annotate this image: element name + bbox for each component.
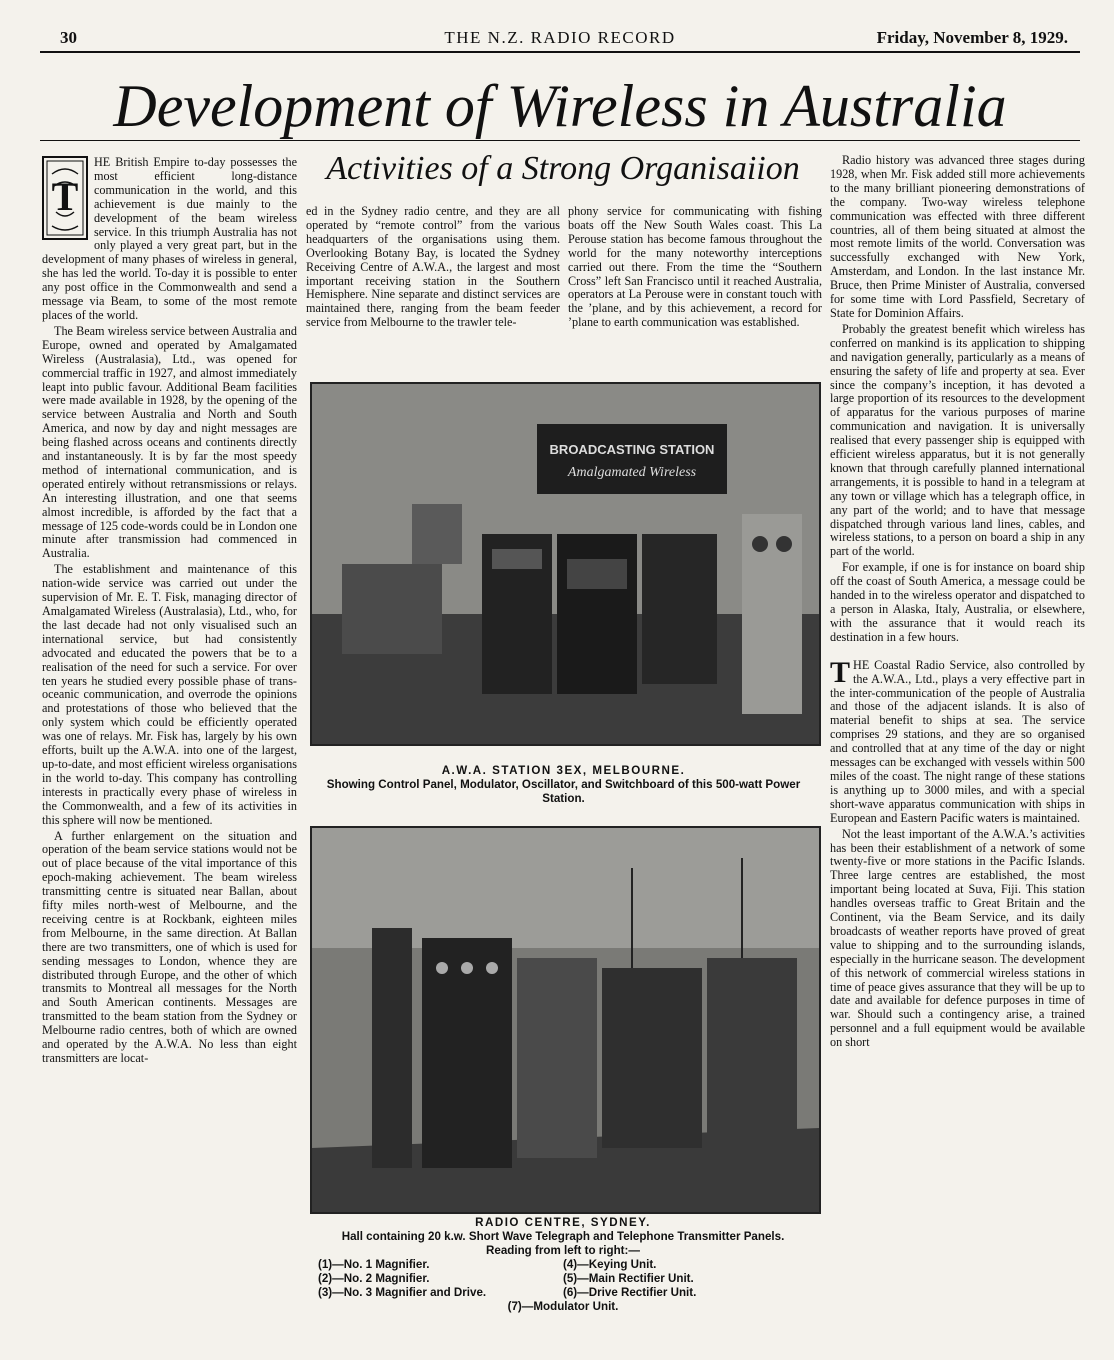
- photo-station-3ex-image: [312, 384, 819, 744]
- caption-items-row: [318, 1286, 808, 1300]
- paragraph: The Beam wireless service between Australia and Europe, owned and operated by Amalgamated Wireless (Australasia), Ltd., was opened for commercial traffic in 1927, and almost immediately leapt into public favour. Additional Beam facilities were made available in 1928, by the opening of the service between Australia and North and South America, and now by day and night messages are being flashed across oceans and continents directly and instantaneously. It is by far the most speedy method of international communication, and is operated entirely without retransmissions or relays. An interesting illustration, and one that seems almost incredible, is afforded by the fact that a message of 125 code-words could be in London one minute after transmission had commenced in Australia.: [42, 323, 297, 561]
- caption-item: (4)—Keying Unit.: [563, 1258, 657, 1271]
- caption-item-last: (7)—Modulator Unit.: [507, 1300, 619, 1313]
- caption-item: (1)—No. 1 Magnifier.: [318, 1258, 430, 1271]
- headline-rule: [40, 140, 1080, 141]
- article-column-2: [306, 205, 560, 330]
- paragraph: Not the least important of the A.W.A.’s activities has been their establishment of a network of some twenty-five or more stations in the Pacific Islands. Three large centres are established, the most important being located at Suva, Fiji. This station handles overseas traffic to Great Britain and the Continent, via the Beam Service, and its daily broadcasts of weather reports have proved of great value to shipping and to the surrounding islands, especially in the hurricane season. The development of this network of commercial wireless stations in time of peace gives assurance that they will be up to date and available for defence purposes in time of war. Should such a contingency arise, a trained personnel and a full equipment would be available on short: [830, 826, 1085, 1050]
- photo-station-3ex: [310, 382, 821, 746]
- caption-text: Hall containing 20 k.w. Short Wave Telegraph and Telephone Transmitter Panels. Reading from left to right:—: [341, 1230, 785, 1257]
- issue-date: Friday, November 8, 1929.: [876, 28, 1068, 47]
- caption-items-row: [318, 1272, 808, 1286]
- caption-item: (2)—No. 2 Magnifier.: [318, 1272, 430, 1285]
- paragraph: For example, if one is for instance on board ship off the coast of South America, a message could be handed in to the wireless operator and dispatched to a person in Alaska, Italy, Australia, or elsewhere, with the assurance that it would reach its destination in a few hours.: [830, 560, 1085, 644]
- paragraph: ed in the Sydney radio centre, and they are all operated by “remote control” from the various headquarters of the organisations using them. Overlooking Botany Bay, is located the Sydney Receiving Centre of A.W.A., the largest and most important receiving station in the Southern Hemisphere. Nine separate and distinct services are maintained there, ranging from the beam feeder service from Melbourne to the trawler tele-: [306, 204, 560, 330]
- publication-title: THE N.Z. RADIO RECORD: [444, 28, 676, 47]
- paragraph: Radio history was advanced three stages during 1928, when Mr. Fisk added still more achievements to the many brilliant pioneering demonstrations of the company. Two-way wireless telephone communication was effected with three different countries, all of them being situated at almost the most remote limits of the world. Conversation was successfully exchanged with New York, Amsterdam, and London. In the last instance Mr. Bruce, then Prime Minister of Australia, conversed for some time with Lord Passfield, Secretary of State for Dominion Affairs.: [830, 153, 1085, 320]
- page-number: 30: [60, 28, 77, 47]
- caption-title: A.W.A. STATION 3EX, MELBOURNE.: [441, 764, 686, 777]
- caption-title: RADIO CENTRE, SYDNEY.: [475, 1216, 651, 1229]
- caption-item: (5)—Main Rectifier Unit.: [563, 1272, 694, 1285]
- caption-text: Showing Control Panel, Modulator, Oscillator, and Switchboard of this 500-watt Power Station.: [326, 778, 801, 805]
- page-header: [40, 28, 1080, 50]
- article-column-3: [568, 205, 822, 330]
- article-column-4: [830, 154, 1085, 1050]
- caption-item: (6)—Drive Rectifier Unit.: [563, 1286, 697, 1299]
- headline: Development of Wireless in Australia: [113, 73, 1007, 139]
- paragraph: The establishment and maintenance of this nation-wide service was carried out under the supervision of Mr. E. T. Fisk, managing director of Amalgamated Wireless (Australasia), Ltd., who, for the last decade had not only visualised such an international service, but had consistently advocated and educated the powers that be to a realisation of the need for such a service. For over ten years he studied every possible phase of trans-oceanic communication, and overrode the opinions and protestations of those who believed that the only system which could be efficiently operated was one of relays. Mr. Fisk has, largely by his own efforts, built up the A.W.A. into one of the largest, up-to-date, and most efficient wireless organisations in the world to-day. This company has controlling interests in practically every phase of wireless in the Commonwealth, and a few of its activities in this sphere will now be mentioned.: [42, 562, 297, 827]
- sign-text-2: Amalgamated Wireless: [567, 465, 697, 480]
- paragraph: phony service for communicating with fishing boats off the New South Wales coast. This La Perouse station has become famous throughout the world for the many noteworthy interceptions carried out there. From the time the “Southern Cross” left San Francisco until it reached Australia, operators at La Perouse were in constant touch with the ’plane, and by this achievement, a record for ’plane to earth communication was established.: [568, 204, 822, 330]
- ornamental-drop-cap: [42, 156, 88, 240]
- drop-cap-letter: T: [51, 174, 79, 219]
- paragraph-coastal: [830, 655, 1085, 826]
- subheadline: Activities of a Strong Organisaiion: [326, 150, 800, 187]
- paragraph: A further enlargement on the situation and operation of the beam service stations would not be out of place because of the vital importance of this epoch-making achievement. The beam wireless transmitting centre is situated near Ballan, about fifty miles north-west of Melbourne, and the receiving centre is at Rockbank, eighteen miles from Melbourne, in the same direction. At Ballan there are two transmitters, one of which is used for sending messages to London, whence they are distributed through Europe, and the other of which transmits to Montreal all messages for the North and South American continents. Messages are transmitted to the beam station from the Sydney or Melbourne radio centres, both of which are owned and operated by the A.W.A. No less than eight transmitters are locat-: [42, 828, 297, 1065]
- drop-cap-letter: T: [830, 655, 851, 689]
- photo-radio-centre: [310, 826, 821, 1214]
- article-column-1: [42, 156, 297, 1066]
- photo1-caption: [310, 764, 817, 806]
- caption-item: (3)—No. 3 Magnifier and Drive.: [318, 1286, 487, 1299]
- paragraph-intro: HE British Empire to-day possesses the most efficient long-distance communication in the world, and this achievement is due mainly to the development of the beam wireless service. In this triumph Australia has not only played a very great part, but in the development of many phases of wireless in general, she has led the world. To-day it is possible to enter any post office in the Commonwealth and send a message via Beam, to some of the most remote places of the world.: [42, 155, 297, 322]
- paragraph-text: HE Coastal Radio Service, also controlled by the A.W.A., Ltd., plays a very effective part in the inter-communication of the people of Australia and those of the adjacent islands. It is also of material benefit to ships at sea. The service comprises 29 stations, and they are so organised and controlled that at any time of the day or night messages can be exchanged with vessels within 500 miles of the coast. The night range of these stations is anything up to 3000 miles, and with a special short-wave apparatus communication with ships in European and Eastern Pacific waters is maintained.: [830, 657, 1085, 825]
- photo2-caption: [318, 1216, 808, 1314]
- photo-radio-centre-image: [312, 828, 819, 1212]
- sign-text-1: BROADCASTING STATION: [549, 442, 715, 457]
- header-rule: [40, 51, 1080, 53]
- paragraph: Probably the greatest benefit which wireless has conferred on mankind is its application to shipping and navigation generally, particularly as a means of ensuring the safety of life and property at sea. Ever since the company’s inception, it has devoted a large proportion of its resources to the development of apparatus for the various purposes of marine communication and navigation. It is universally realised that every passenger ship is equipped with efficient wireless apparatus, but it is not generally known that through carefully planned international arrangements, it is possible to hand in a telegram at any town or village which has a telegraph office, in any part of the world; and to have that message dispatched through various land lines, cables, and wireless stations, to a person on board a ship in any part of the world.: [830, 321, 1085, 559]
- caption-items-row: [318, 1258, 808, 1272]
